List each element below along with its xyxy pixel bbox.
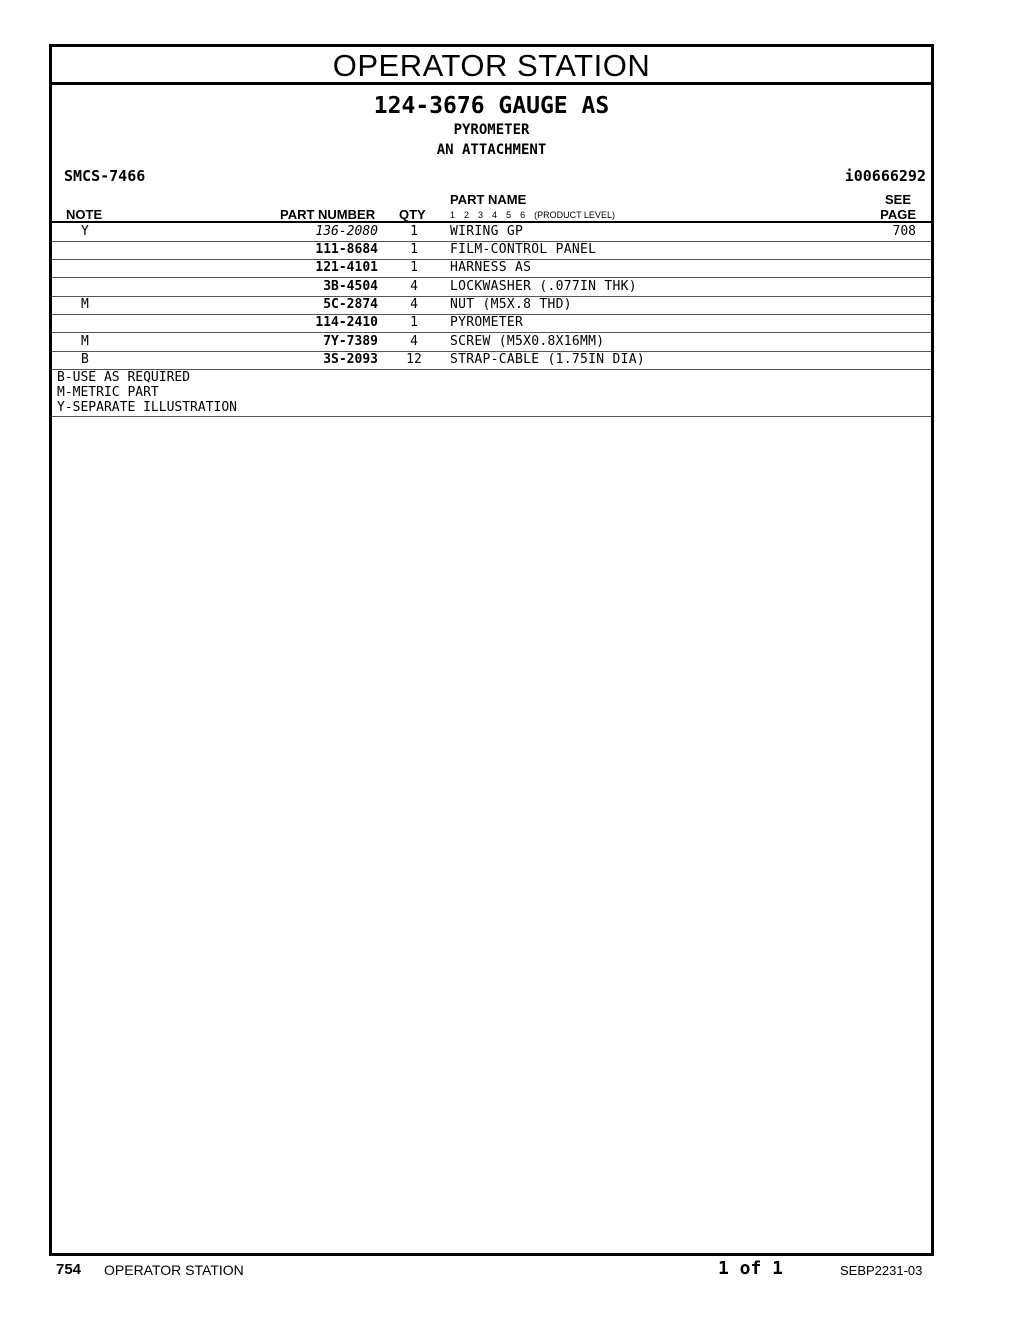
smcs-code: SMCS-7466 <box>64 167 146 185</box>
table-row <box>52 259 931 278</box>
part-number: 111-8684 <box>315 242 378 257</box>
quantity: 4 <box>410 334 418 349</box>
part-number: 7Y-7389 <box>323 334 378 349</box>
table-row <box>52 333 931 352</box>
part-number: 3S-2093 <box>323 352 378 367</box>
part-number-link[interactable]: 136-2080 <box>315 224 378 239</box>
part-number: 3B-4504 <box>323 279 378 294</box>
level-label: 4 <box>492 210 498 220</box>
quantity: 1 <box>410 315 418 330</box>
note-legend-item: Y-SEPARATE ILLUSTRATION <box>57 400 238 415</box>
product-level-label: (PRODUCT LEVEL) <box>534 210 615 220</box>
note-code: B <box>81 352 89 367</box>
part-number: 5C-2874 <box>323 297 378 312</box>
notes-divider <box>52 416 931 417</box>
group-title: 124-3676 GAUGE AS <box>373 93 610 119</box>
table-row <box>52 223 931 242</box>
quantity: 1 <box>410 242 418 257</box>
part-name: HARNESS AS <box>450 260 532 275</box>
quantity: 1 <box>410 260 418 275</box>
col-header-part-number: PART NUMBER <box>280 207 376 222</box>
table-row <box>52 351 931 370</box>
subtitle-attachment: AN ATTACHMENT <box>436 142 547 158</box>
illustration-id: i00666292 <box>844 167 926 185</box>
part-name: LOCKWASHER (.077IN THK) <box>450 279 637 294</box>
part-name: WIRING GP <box>450 224 524 239</box>
col-header-qty: QTY <box>399 207 426 222</box>
note-legend-item: M-METRIC PART <box>57 385 159 400</box>
level-label: 1 <box>450 210 456 220</box>
note-code: Y <box>81 224 89 239</box>
quantity: 4 <box>410 279 418 294</box>
see-page-link[interactable]: 708 <box>892 224 916 239</box>
col-header-part-name: PART NAME <box>450 192 527 207</box>
table-row <box>52 314 931 333</box>
table-row <box>52 241 931 260</box>
col-header-see: SEE <box>884 192 911 207</box>
level-label: 5 <box>506 210 512 220</box>
part-name: SCREW (M5X0.8X16MM) <box>450 334 605 349</box>
part-number: 114-2410 <box>315 315 378 330</box>
section-title: OPERATOR STATION <box>52 47 931 85</box>
part-name: STRAP-CABLE (1.75IN DIA) <box>450 352 646 367</box>
footer-page-of: 1 of 1 <box>718 1258 784 1279</box>
quantity: 1 <box>410 224 418 239</box>
level-label: 6 <box>520 210 526 220</box>
part-name: PYROMETER <box>450 315 524 330</box>
footer-section: OPERATOR STATION <box>104 1262 244 1278</box>
subtitle-pyrometer: PYROMETER <box>453 122 530 138</box>
level-label: 2 <box>464 210 470 220</box>
quantity: 4 <box>410 297 418 312</box>
part-name: FILM-CONTROL PANEL <box>450 242 597 257</box>
level-label: 3 <box>478 210 484 220</box>
note-code: M <box>81 334 89 349</box>
footer-page-number: 754 <box>56 1261 82 1278</box>
footer-doc-id: SEBP2231-03 <box>840 1263 923 1278</box>
product-levels <box>450 210 624 220</box>
note-legend-item: B-USE AS REQUIRED <box>57 370 191 385</box>
notes-legend <box>57 370 237 415</box>
col-header-note: NOTE <box>66 207 103 222</box>
page-frame <box>49 44 934 1256</box>
quantity: 12 <box>406 352 422 367</box>
part-number: 121-4101 <box>315 260 378 275</box>
table-row <box>52 278 931 297</box>
col-header-page: PAGE <box>880 207 916 222</box>
note-code: M <box>81 297 89 312</box>
part-name: NUT (M5X.8 THD) <box>450 297 572 312</box>
table-row <box>52 296 931 315</box>
